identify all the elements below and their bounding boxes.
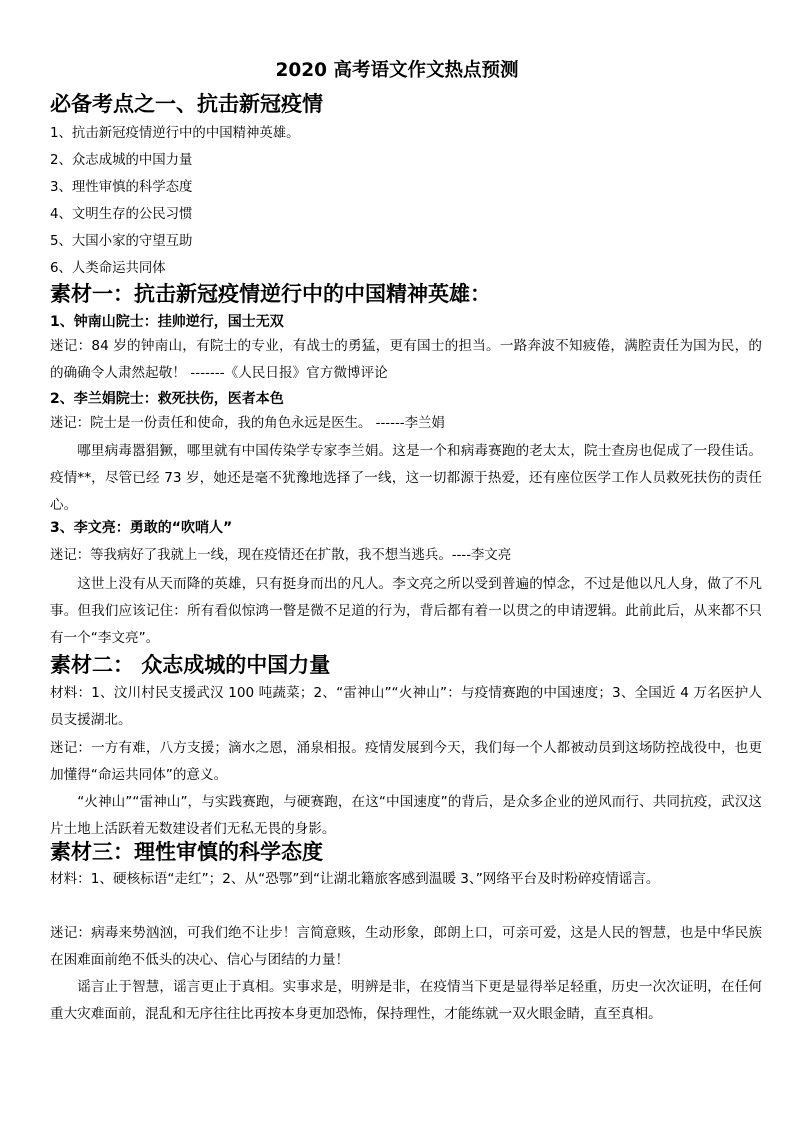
quote-li-wenliang: 迷记：等我病好了我就上一线，现在疫情还在扩散，我不想当逃兵。----李文亮 (50, 548, 512, 563)
paragraph-2: “火神山”“雷神山”，与实践赛跑，与硬赛跑，在这“中国速度”的背后，是众多企业的逆风而行、共同抗疫，武汉这片土地上活跃着无数建设者们无私无畏的身影。 (50, 794, 762, 837)
sub-heading-li-wenliang: 3、李文亮：勇敢的“吹哨人” (50, 520, 233, 536)
paragraph-3: 谣言止于智慧，谣言更止于真相。实事求是，明辨是非，在疫情当下更是显得举足轻重，历史一次次证明，在任何重大灾难面前，混乱和无序往往比再按本身更加恐怖，保持理性，才能练就一双火眼金睛，直至真相。 (50, 979, 762, 1022)
list-item: 2、众志成城的中国力量 (50, 153, 193, 168)
sub-heading-li-lanjuan: 2、李兰娟院士：救死扶伤，医者本色 (50, 391, 284, 407)
material-heading-2: 素材二： 众志成城的中国力量 (50, 653, 331, 677)
list-item: 4、文明生存的公民习惯 (50, 207, 193, 222)
materials-3: 材料：1、硬核标语“走红”；2、从“恐鄂”到“让湖北籍旅客感到温暖 3、”网络平台及时粉碎疫情谣言。 (50, 871, 660, 887)
material-heading-3: 素材三：理性审慎的科学态度 (50, 840, 323, 864)
document-title: 2020 高考语文作文热点预测 (275, 60, 519, 81)
material-heading-1: 素材一：抗击新冠疫情逆行中的中国精神英雄： (50, 282, 491, 306)
paragraph-li-lanjuan: 哪里病毒嚣猖獗，哪里就有中国传染学专家李兰娟。这是一个和病毒赛跑的老太太，院士查房也促成了一段佳话。疫情**，尽管已经 73 岁，她还是毫不犹豫地选择了一线，这一切都源于热爱，还有座位医学工作人员救死扶伤的责任心。 (50, 443, 762, 513)
quote-li-lanjuan: 迷记：院士是一份责任和使命，我的角色永远是医生。 ------李兰娟 (50, 416, 445, 431)
paragraph-zhong: 迷记：84 岁的钟南山，有院士的专业，有战士的勇猛，更有国士的担当。一路奔波不知疲倦，满腔责任为国为民，的的确确令人肃然起敬！ -------《人民日报》官方微博评论 (50, 338, 762, 381)
list-item: 6、人类命运共同体 (50, 261, 166, 276)
list-item: 5、大国小家的守望互助 (50, 234, 193, 249)
quote-3: 迷记：病毒来势汹汹，可我们绝不让步！言简意赅，生动形象，郎朗上口，可亲可爱，这是人民的智慧，也是中华民族在困难面前绝不低头的决心、信心与团结的力量！ (50, 925, 762, 968)
paragraph-li-wenliang: 这世上没有从天而降的英雄，只有挺身而出的凡人。李文亮之所以受到普遍的悼念，不过是他以凡人身，做了不凡事。但我们应该记住：所有看似惊鸿一瞥是微不足道的行为，背后都有着一以贯之的申请逻辑。此前此后，从来都不只有一个“李文亮”。 (50, 576, 762, 646)
quote-2: 迷记：一方有难，八方支援；滴水之恩，涌泉相报。疫情发展到今天，我们每一个人都被动员到这场防控战役中，也更加懂得“命运共同体”的意义。 (50, 740, 762, 783)
sub-heading-zhong: 1、钟南山院士：挂帅逆行，国士无双 (50, 314, 284, 330)
section-heading-1: 必备考点之一、抗击新冠疫情 (50, 92, 323, 116)
list-item: 3、理性审慎的科学态度 (50, 180, 193, 195)
list-item: 1、抗击新冠疫情逆行中的中国精神英雄。 (50, 126, 300, 141)
materials-2: 材料：1、汶川村民支援武汉 100 吨蔬菜；2、“雷神山”“火神山”：与疫情赛跑的中国速度；3、全国近 4 万名医护人员支援湖北。 (50, 685, 762, 728)
